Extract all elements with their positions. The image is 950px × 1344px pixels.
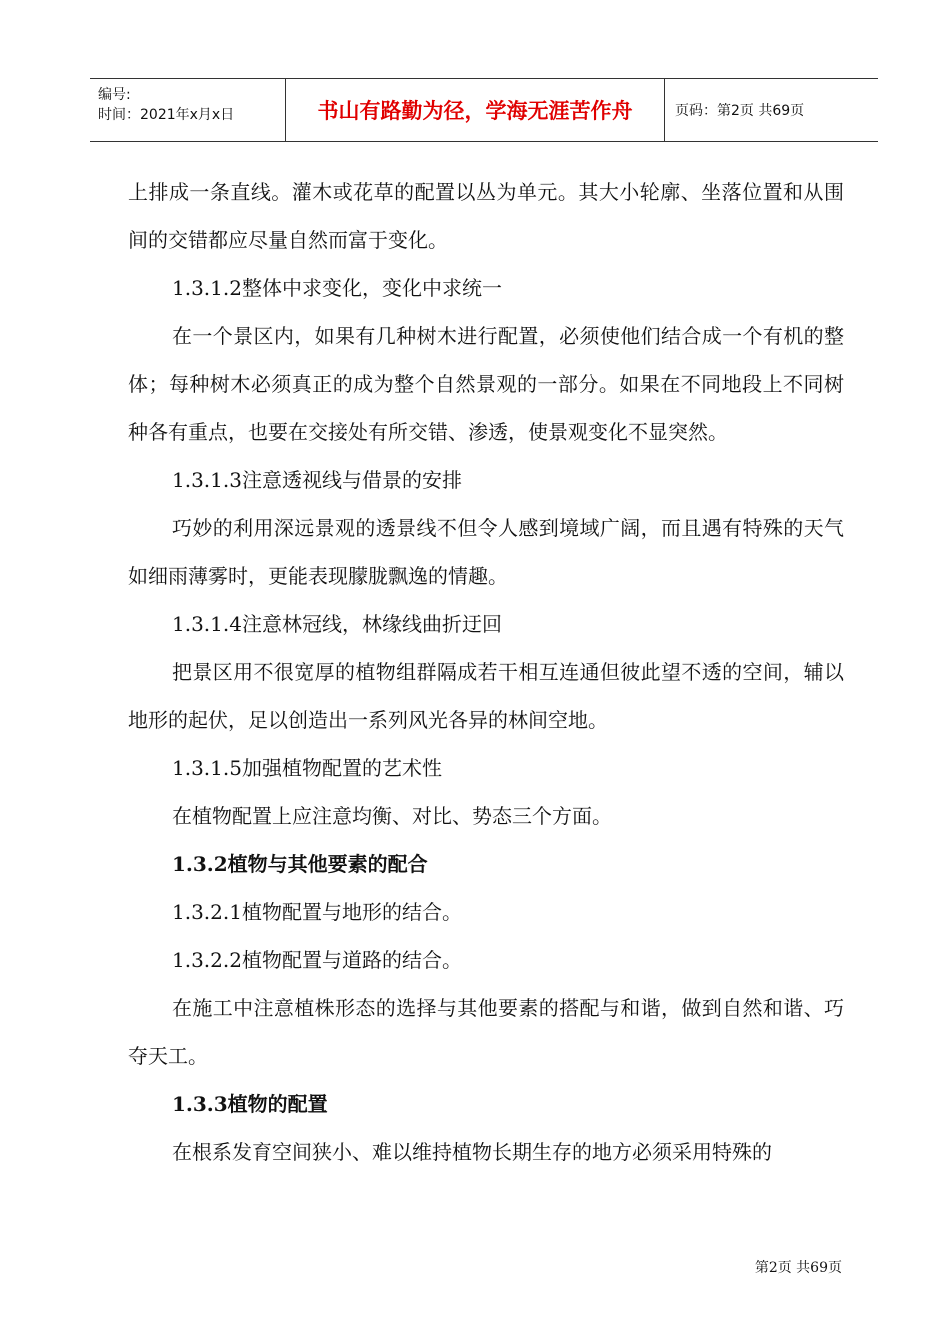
number-label: 编号: [98, 87, 131, 103]
section-heading: 1.3.1.5加强植物配置的艺术性 [172, 756, 442, 780]
paragraph: 上排成一条直线。灌木或花草的配置以丛为单元。其大小轮廓、坐落位置和从围间的交错都应尽量自然而富于变化。 [128, 180, 844, 252]
header-page-info: 页码：第2页 共69页 [675, 103, 805, 119]
page-header [90, 78, 878, 142]
bold-heading: 1.3.2植物与其他要素的配合 [172, 852, 428, 876]
time-label: 时间：2021年x月x日 [98, 107, 235, 123]
bold-heading: 1.3.3植物的配置 [172, 1092, 328, 1116]
header-meta [90, 79, 286, 141]
document-body [128, 168, 844, 1176]
paragraph: 在根系发育空间狭小、难以维持植物长期生存的地方必须采用特殊的 [172, 1140, 772, 1164]
paragraph: 在施工中注意植株形态的选择与其他要素的搭配与和谐，做到自然和谐、巧夺天工。 [128, 996, 844, 1068]
paragraph: 巧妙的利用深远景观的透景线不但令人感到境域广阔，而且遇有特殊的天气如细雨薄雾时，更能表现朦胧飘逸的情趣。 [128, 516, 844, 588]
section-heading: 1.3.1.4注意林冠线，林缘线曲折迂回 [172, 612, 502, 636]
section-heading: 1.3.1.2整体中求变化，变化中求统一 [172, 276, 502, 300]
paragraph: 把景区用不很宽厚的植物组群隔成若干相互连通但彼此望不透的空间，辅以地形的起伏，足以创造出一系列风光各异的林间空地。 [128, 660, 844, 732]
page-footer: 第2页 共69页 [754, 1260, 842, 1276]
section-heading: 1.3.1.3注意透视线与借景的安排 [172, 468, 462, 492]
section-heading: 1.3.2.2植物配置与道路的结合。 [172, 948, 462, 972]
header-motto: 书山有路勤为径，学海无涯苦作舟 [286, 79, 665, 141]
section-heading: 1.3.2.1植物配置与地形的结合。 [172, 900, 462, 924]
paragraph: 在一个景区内，如果有几种树木进行配置，必须使他们结合成一个有机的整体；每种树木必须真正的成为整个自然景观的一部分。如果在不同地段上不同树种各有重点，也要在交接处有所交错、渗透，使景观变化不显突然。 [128, 324, 844, 444]
paragraph: 在植物配置上应注意均衡、对比、势态三个方面。 [172, 804, 612, 828]
